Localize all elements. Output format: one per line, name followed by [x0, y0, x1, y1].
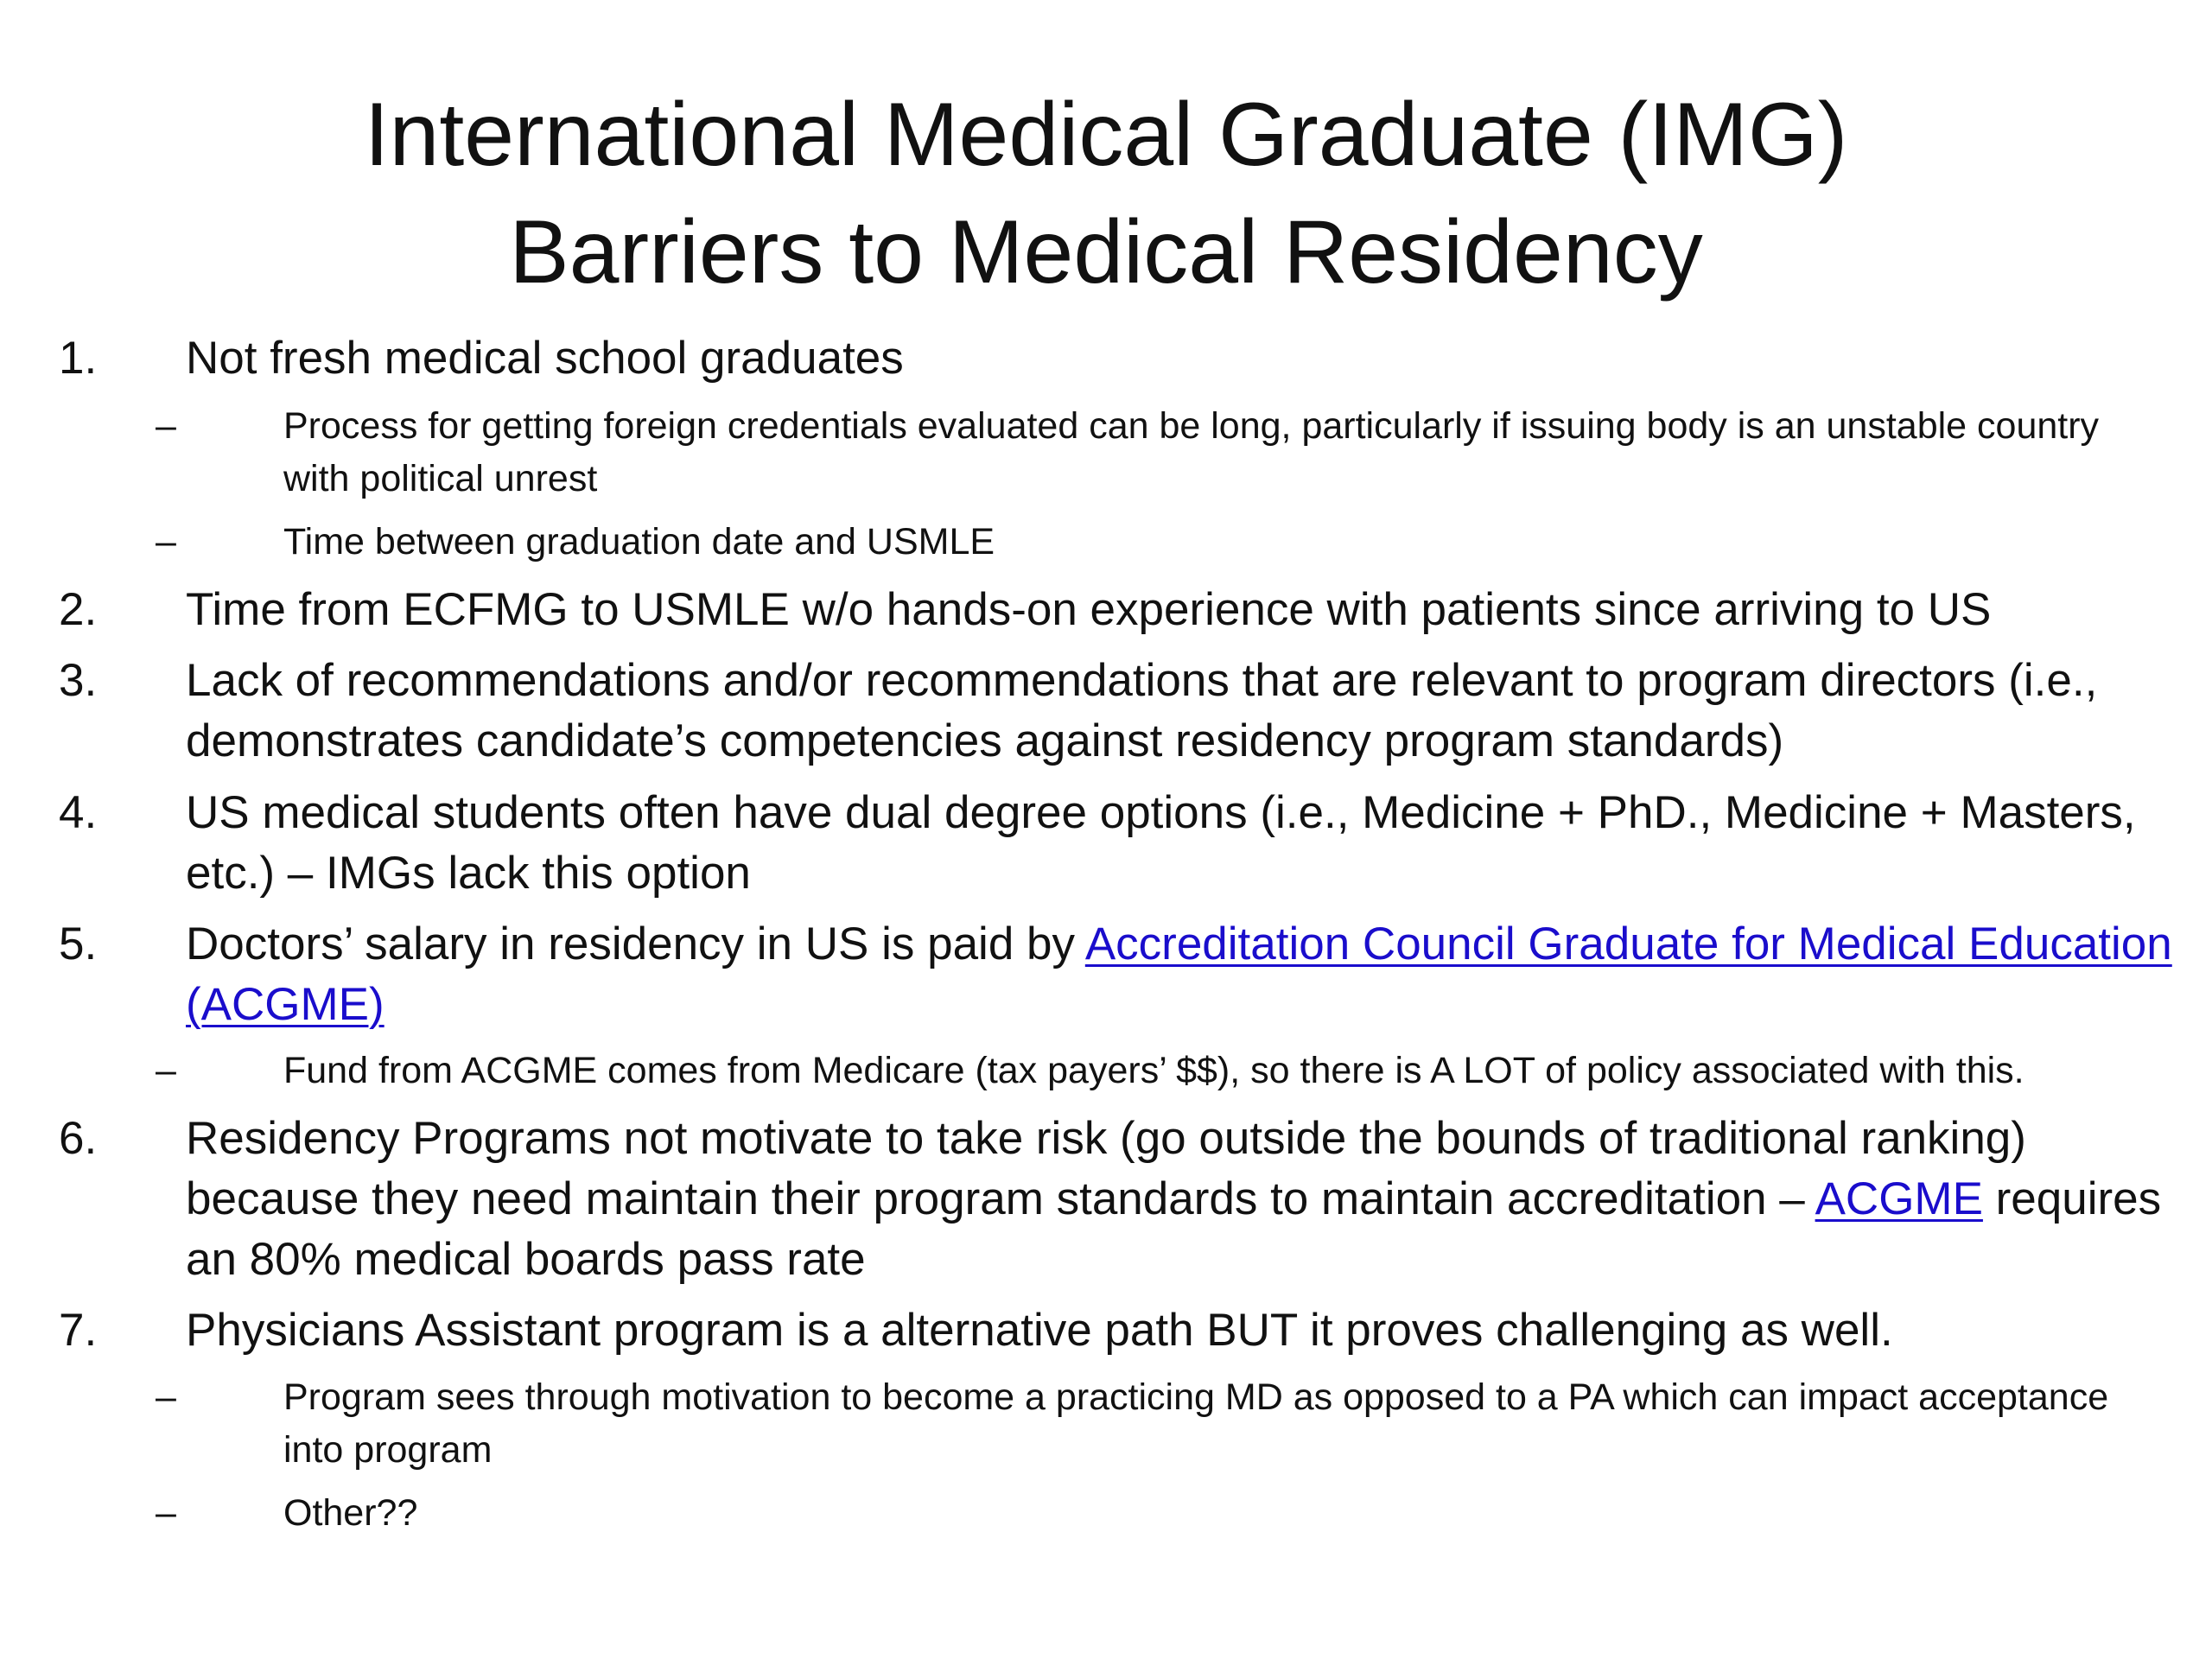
sub-marker: – [156, 521, 176, 563]
sub-text: Other?? [283, 1492, 418, 1534]
list-text: Physicians Assistant program is a alternative path BUT it proves challenging as well. [186, 1305, 1893, 1356]
title-line-1: International Medical Graduate (IMG) [364, 85, 1848, 185]
acgme-link[interactable]: ACGME [1815, 1173, 1983, 1224]
title-line-2: Barriers to Medical Residency [509, 202, 1703, 302]
list-text-before-link: Residency Programs not motivate to take risk (go outside the bounds of traditional ranking) because they need maintain their program standards to maintain accreditation – [186, 1113, 2026, 1224]
list-number: 5. [59, 918, 98, 969]
sub-marker: – [156, 405, 176, 447]
list-number: 2. [59, 584, 98, 635]
list-number: 3. [59, 655, 98, 706]
list-text: US medical students often have dual degree options (i.e., Medicine + PhD., Medicine + Masters, etc.) – IMGs lack this option [186, 787, 2136, 899]
list-text [186, 1109, 2173, 1290]
list-number: 7. [59, 1305, 98, 1356]
list-text [186, 914, 2173, 1035]
sub-marker: – [156, 1492, 176, 1534]
sub-text: Time between graduation date and USMLE [283, 521, 995, 563]
sub-text: Fund from ACGME comes from Medicare (tax payers’ $$), so there is A LOT of policy associated with this. [283, 1050, 2024, 1091]
sub-text: Process for getting foreign credentials evaluated can be long, particularly if issuing body is an unstable country with political unrest [283, 405, 2100, 499]
list-text: Time from ECFMG to USMLE w/o hands-on experience with patients since arriving to US [186, 584, 1992, 635]
slide-title [0, 76, 2212, 311]
acgme-full-link[interactable]: Accreditation Council Graduate for Medical Education (ACGME) [186, 918, 2172, 1030]
list-text-after-link: requires an 80% medical boards pass rate [186, 1173, 2162, 1285]
list-text-before-link: Doctors’ salary in residency in US is paid by [186, 918, 1085, 969]
list-number: 4. [59, 787, 98, 838]
list-number: 6. [59, 1113, 98, 1164]
list-text: Lack of recommendations and/or recommendations that are relevant to program directors (i.e., demonstrates candidate’s competencies against residency program standards) [186, 655, 2098, 766]
sub-marker: – [156, 1376, 176, 1418]
sub-text: Program sees through motivation to become a practicing MD as opposed to a PA which can impact acceptance into program [283, 1376, 2109, 1471]
list-number: 1. [59, 333, 98, 384]
list-text: Not fresh medical school graduates [186, 333, 904, 384]
sub-marker: – [156, 1050, 176, 1091]
